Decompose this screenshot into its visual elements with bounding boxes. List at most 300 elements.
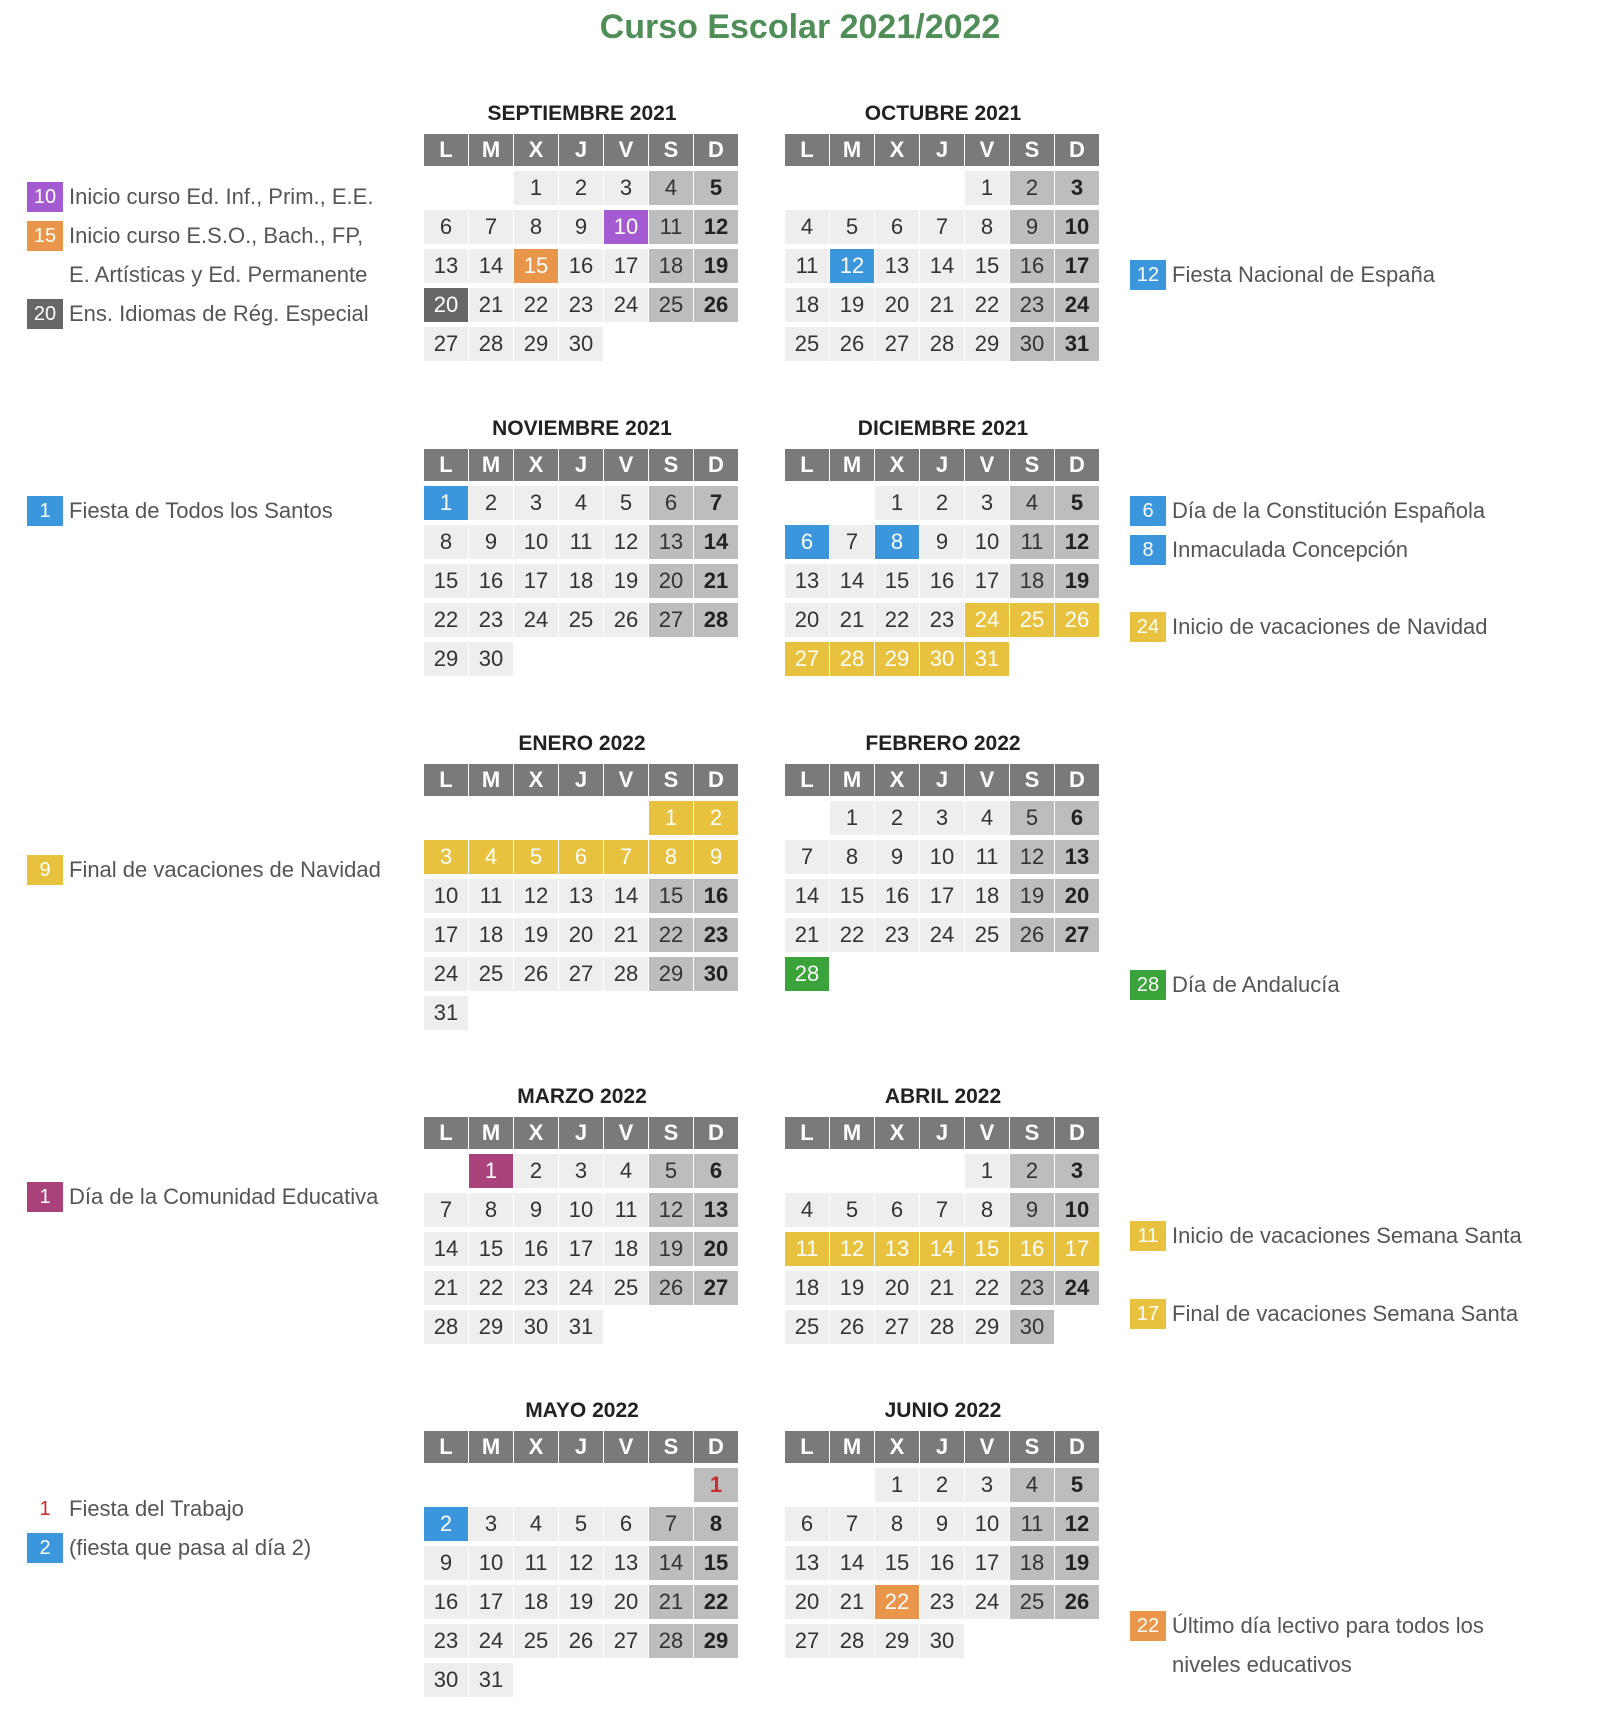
day-cell: 4	[1010, 486, 1054, 520]
legend-swatch: 17	[1130, 1299, 1166, 1329]
day-cell: 15	[649, 879, 693, 913]
month-calendar	[424, 100, 740, 361]
day-cell: 16	[875, 879, 919, 913]
day-cell: 25	[514, 1624, 558, 1658]
day-cell: 23	[1010, 288, 1054, 322]
day-cell: 14	[785, 879, 829, 913]
day-cell: 19	[1055, 1546, 1099, 1580]
day-cell: 23	[920, 1585, 964, 1619]
day-cell: 23	[875, 918, 919, 952]
day-cell: 15	[875, 564, 919, 598]
legend-item	[1130, 1611, 1484, 1641]
empty-cell	[830, 1468, 874, 1502]
weekday-header: X	[514, 1117, 558, 1149]
day-cell: 30	[514, 1310, 558, 1344]
weekday-header: X	[875, 764, 919, 796]
day-cell: 10	[559, 1193, 603, 1227]
day-cell: 28	[920, 327, 964, 361]
day-cell: 15	[469, 1232, 513, 1266]
weekday-header: M	[469, 1431, 513, 1463]
weekday-header: S	[1010, 764, 1054, 796]
day-cell: 8	[875, 1507, 919, 1541]
day-cell: 17	[965, 564, 1009, 598]
day-cell: 1	[965, 171, 1009, 205]
day-cell: 13	[785, 1546, 829, 1580]
day-cell: 28	[424, 1310, 468, 1344]
empty-cell	[604, 801, 648, 835]
day-cell: 19	[559, 1585, 603, 1619]
day-cell: 27	[424, 327, 468, 361]
page-title: Curso Escolar 2021/2022	[599, 8, 1001, 46]
day-cell: 17	[424, 918, 468, 952]
day-cell: 19	[514, 918, 558, 952]
day-cell: 6	[785, 1507, 829, 1541]
legend-item	[1130, 1299, 1518, 1329]
day-cell: 15	[694, 1546, 738, 1580]
legend-item	[1130, 612, 1488, 642]
day-cell: 24	[469, 1624, 513, 1658]
day-cell: 15	[830, 879, 874, 913]
month-calendar	[424, 1083, 740, 1344]
empty-cell	[875, 1154, 919, 1188]
legend-swatch: 2	[27, 1533, 63, 1563]
month-calendar	[424, 730, 740, 1030]
month-grid	[424, 758, 740, 1030]
day-cell: 22	[875, 1585, 919, 1619]
empty-cell	[785, 801, 829, 835]
day-cell: 1	[694, 1468, 738, 1502]
day-cell: 3	[920, 801, 964, 835]
day-cell: 10	[965, 1507, 1009, 1541]
day-cell: 12	[1055, 1507, 1099, 1541]
legend-text: Día de la Constitución Española	[1172, 498, 1486, 523]
day-cell: 25	[604, 1271, 648, 1305]
legend-swatch: 15	[27, 221, 63, 251]
weekday-header: D	[1055, 764, 1099, 796]
day-cell: 24	[965, 1585, 1009, 1619]
day-cell: 30	[424, 1663, 468, 1697]
day-cell: 24	[920, 918, 964, 952]
day-cell: 5	[1010, 801, 1054, 835]
day-cell: 31	[424, 996, 468, 1030]
day-cell: 10	[1055, 1193, 1099, 1227]
weekday-header: D	[694, 449, 738, 481]
weekday-header: M	[830, 449, 874, 481]
weekday-header: L	[785, 449, 829, 481]
legend-text: Final de vacaciones de Navidad	[69, 857, 381, 882]
legend-swatch: 6	[1130, 496, 1166, 526]
day-cell: 13	[875, 249, 919, 283]
day-cell: 17	[514, 564, 558, 598]
day-cell: 9	[1010, 1193, 1054, 1227]
empty-cell	[785, 171, 829, 205]
day-cell: 2	[469, 486, 513, 520]
day-cell: 18	[785, 288, 829, 322]
month-grid	[785, 1111, 1101, 1344]
day-cell: 29	[424, 642, 468, 676]
weekday-header: V	[965, 1117, 1009, 1149]
weekday-header: D	[1055, 449, 1099, 481]
empty-cell	[785, 486, 829, 520]
day-cell: 7	[830, 1507, 874, 1541]
weekday-header: J	[559, 134, 603, 166]
legend-swatch: 11	[1130, 1221, 1166, 1251]
day-cell: 18	[1010, 564, 1054, 598]
day-cell: 1	[830, 801, 874, 835]
day-cell: 25	[1010, 603, 1054, 637]
day-cell: 14	[920, 1232, 964, 1266]
weekday-header: V	[965, 764, 1009, 796]
weekday-header: M	[469, 764, 513, 796]
weekday-header: J	[920, 134, 964, 166]
day-cell: 1	[875, 1468, 919, 1502]
day-cell: 12	[559, 1546, 603, 1580]
day-cell: 12	[830, 249, 874, 283]
legend-item	[27, 855, 381, 885]
day-cell: 4	[965, 801, 1009, 835]
day-cell: 21	[604, 918, 648, 952]
day-cell: 26	[514, 957, 558, 991]
day-cell: 1	[965, 1154, 1009, 1188]
empty-cell	[785, 1154, 829, 1188]
day-cell: 4	[785, 210, 829, 244]
legend-text: Ens. Idiomas de Rég. Especial	[69, 301, 369, 326]
day-cell: 4	[469, 840, 513, 874]
day-cell: 20	[649, 564, 693, 598]
weekday-header: M	[830, 764, 874, 796]
weekday-header: J	[920, 1431, 964, 1463]
day-cell: 9	[875, 840, 919, 874]
day-cell: 3	[965, 486, 1009, 520]
day-cell: 29	[875, 1624, 919, 1658]
day-cell: 23	[469, 603, 513, 637]
month-grid	[785, 443, 1101, 676]
day-cell: 4	[1010, 1468, 1054, 1502]
legend-text: Inicio curso Ed. Inf., Prim., E.E.	[69, 184, 374, 209]
weekday-header: D	[694, 764, 738, 796]
weekday-header: X	[875, 449, 919, 481]
legend-swatch: 1	[27, 1182, 63, 1212]
day-cell: 16	[1010, 1232, 1054, 1266]
day-cell: 27	[785, 1624, 829, 1658]
weekday-header: L	[785, 1117, 829, 1149]
day-cell: 26	[604, 603, 648, 637]
legend-swatch: 10	[27, 182, 63, 212]
day-cell: 28	[604, 957, 648, 991]
day-cell: 4	[785, 1193, 829, 1227]
weekday-header: J	[920, 1117, 964, 1149]
day-cell: 19	[1055, 564, 1099, 598]
weekday-header: X	[875, 134, 919, 166]
day-cell: 21	[649, 1585, 693, 1619]
weekday-header: V	[965, 1431, 1009, 1463]
legend-text: E. Artísticas y Ed. Permanente	[69, 262, 368, 287]
legend-item	[27, 1494, 244, 1524]
legend-item	[1130, 970, 1340, 1000]
legend-item	[69, 260, 367, 290]
day-cell: 8	[469, 1193, 513, 1227]
weekday-header: M	[469, 134, 513, 166]
day-cell: 13	[694, 1193, 738, 1227]
legend-swatch: 12	[1130, 260, 1166, 290]
weekday-header: J	[559, 1431, 603, 1463]
day-cell: 24	[424, 957, 468, 991]
day-cell: 14	[830, 1546, 874, 1580]
day-cell: 22	[424, 603, 468, 637]
day-cell: 21	[469, 288, 513, 322]
day-cell: 24	[1055, 1271, 1099, 1305]
month-name: NOVIEMBRE 2021	[492, 417, 672, 440]
weekday-header: X	[875, 1431, 919, 1463]
day-cell: 5	[830, 210, 874, 244]
day-cell: 29	[649, 957, 693, 991]
day-cell: 5	[830, 1193, 874, 1227]
day-cell: 5	[649, 1154, 693, 1188]
day-cell: 30	[694, 957, 738, 991]
weekday-header: X	[514, 134, 558, 166]
day-cell: 25	[785, 327, 829, 361]
empty-cell	[830, 1154, 874, 1188]
day-cell: 15	[965, 1232, 1009, 1266]
day-cell: 10	[604, 210, 648, 244]
day-cell: 13	[604, 1546, 648, 1580]
day-cell: 22	[830, 918, 874, 952]
weekday-header: S	[1010, 134, 1054, 166]
day-cell: 10	[514, 525, 558, 559]
day-cell: 14	[694, 525, 738, 559]
day-cell: 7	[469, 210, 513, 244]
day-cell: 29	[694, 1624, 738, 1658]
weekday-header: J	[559, 764, 603, 796]
month-name: OCTUBRE 2021	[864, 102, 1022, 125]
weekday-header: S	[649, 134, 693, 166]
day-cell: 2	[875, 801, 919, 835]
legend-swatch: 9	[27, 855, 63, 885]
empty-cell	[469, 801, 513, 835]
day-cell: 18	[649, 249, 693, 283]
day-cell: 16	[514, 1232, 558, 1266]
day-cell: 30	[559, 327, 603, 361]
month-calendar	[424, 415, 740, 676]
day-cell: 9	[469, 525, 513, 559]
day-cell: 29	[514, 327, 558, 361]
day-cell: 26	[830, 1310, 874, 1344]
day-cell: 11	[965, 840, 1009, 874]
day-cell: 17	[469, 1585, 513, 1619]
day-cell: 22	[649, 918, 693, 952]
weekday-header: S	[649, 1117, 693, 1149]
month-grid	[785, 128, 1101, 361]
legend-item	[27, 299, 369, 329]
month-grid	[785, 1425, 1101, 1658]
weekday-header: D	[694, 1117, 738, 1149]
day-cell: 12	[1055, 525, 1099, 559]
day-cell: 6	[1055, 801, 1099, 835]
weekday-header: V	[604, 1117, 648, 1149]
day-cell: 2	[424, 1507, 468, 1541]
weekday-header: X	[875, 1117, 919, 1149]
day-cell: 22	[469, 1271, 513, 1305]
day-cell: 3	[1055, 171, 1099, 205]
weekday-header: S	[1010, 1431, 1054, 1463]
day-cell: 31	[559, 1310, 603, 1344]
weekday-header: S	[649, 1431, 693, 1463]
day-cell: 12	[649, 1193, 693, 1227]
day-cell: 8	[875, 525, 919, 559]
day-cell: 1	[514, 171, 558, 205]
day-cell: 24	[604, 288, 648, 322]
month-name: SEPTIEMBRE 2021	[487, 102, 677, 125]
weekday-header: J	[920, 764, 964, 796]
weekday-header: X	[514, 449, 558, 481]
weekday-header: M	[469, 1117, 513, 1149]
day-cell: 4	[559, 486, 603, 520]
legend-item	[27, 1533, 311, 1563]
day-cell: 20	[559, 918, 603, 952]
empty-cell	[469, 171, 513, 205]
month-calendar	[785, 415, 1101, 676]
weekday-header: V	[604, 449, 648, 481]
day-cell: 13	[649, 525, 693, 559]
legend-text: Inmaculada Concepción	[1172, 537, 1409, 562]
day-cell: 26	[1055, 1585, 1099, 1619]
day-cell: 23	[1010, 1271, 1054, 1305]
day-cell: 21	[424, 1271, 468, 1305]
day-cell: 2	[559, 171, 603, 205]
day-cell: 23	[424, 1624, 468, 1658]
day-cell: 14	[424, 1232, 468, 1266]
weekday-header: J	[559, 449, 603, 481]
day-cell: 28	[920, 1310, 964, 1344]
day-cell: 17	[559, 1232, 603, 1266]
day-cell: 4	[649, 171, 693, 205]
legend-item	[1130, 260, 1435, 290]
empty-cell	[424, 171, 468, 205]
weekday-header: V	[604, 764, 648, 796]
month-grid	[424, 128, 740, 361]
day-cell: 4	[514, 1507, 558, 1541]
day-cell: 5	[1055, 486, 1099, 520]
weekday-header: V	[965, 449, 1009, 481]
day-cell: 16	[920, 1546, 964, 1580]
day-cell: 14	[830, 564, 874, 598]
empty-cell	[514, 1468, 558, 1502]
day-cell: 28	[830, 642, 874, 676]
day-cell: 31	[965, 642, 1009, 676]
empty-cell	[469, 1468, 513, 1502]
day-cell: 11	[514, 1546, 558, 1580]
day-cell: 14	[604, 879, 648, 913]
day-cell: 20	[875, 1271, 919, 1305]
day-cell: 1	[469, 1154, 513, 1188]
day-cell: 15	[514, 249, 558, 283]
day-cell: 2	[1010, 171, 1054, 205]
day-cell: 6	[604, 1507, 648, 1541]
day-cell: 7	[424, 1193, 468, 1227]
month-name: MARZO 2022	[517, 1085, 647, 1108]
day-cell: 5	[559, 1507, 603, 1541]
day-cell: 18	[1010, 1546, 1054, 1580]
weekday-header: L	[424, 1431, 468, 1463]
day-cell: 2	[514, 1154, 558, 1188]
day-cell: 18	[469, 918, 513, 952]
weekday-header: J	[559, 1117, 603, 1149]
day-cell: 30	[920, 1624, 964, 1658]
weekday-header: V	[965, 134, 1009, 166]
day-cell: 26	[1055, 603, 1099, 637]
day-cell: 5	[694, 171, 738, 205]
month-calendar	[785, 100, 1101, 361]
day-cell: 11	[1010, 1507, 1054, 1541]
day-cell: 27	[559, 957, 603, 991]
empty-cell	[559, 1468, 603, 1502]
day-cell: 20	[1055, 879, 1099, 913]
day-cell: 2	[920, 486, 964, 520]
day-cell: 29	[469, 1310, 513, 1344]
legend-text: (fiesta que pasa al día 2)	[69, 1535, 312, 1560]
day-cell: 8	[830, 840, 874, 874]
month-calendar	[785, 730, 1101, 991]
day-cell: 26	[649, 1271, 693, 1305]
month-calendar	[785, 1083, 1101, 1344]
weekday-header: D	[1055, 134, 1099, 166]
empty-cell	[424, 1468, 468, 1502]
day-cell: 31	[1055, 327, 1099, 361]
day-cell: 4	[604, 1154, 648, 1188]
day-cell: 20	[424, 288, 468, 322]
weekday-header: D	[1055, 1431, 1099, 1463]
day-cell: 8	[514, 210, 558, 244]
day-cell: 1	[875, 486, 919, 520]
day-cell: 21	[920, 1271, 964, 1305]
weekday-header: M	[469, 449, 513, 481]
day-cell: 24	[559, 1271, 603, 1305]
legend-item	[27, 221, 363, 251]
day-cell: 11	[1010, 525, 1054, 559]
legend-text: Final de vacaciones Semana Santa	[1172, 1301, 1519, 1326]
day-cell: 20	[785, 603, 829, 637]
day-cell: 11	[559, 525, 603, 559]
empty-cell	[604, 1468, 648, 1502]
day-cell: 16	[694, 879, 738, 913]
weekday-header: D	[694, 134, 738, 166]
day-cell: 20	[875, 288, 919, 322]
day-cell: 8	[649, 840, 693, 874]
day-cell: 26	[694, 288, 738, 322]
day-cell: 19	[830, 288, 874, 322]
empty-cell	[785, 1468, 829, 1502]
day-cell: 27	[694, 1271, 738, 1305]
day-cell: 5	[514, 840, 558, 874]
month-grid	[785, 758, 1101, 991]
day-cell: 16	[920, 564, 964, 598]
day-cell: 10	[469, 1546, 513, 1580]
weekday-header: V	[604, 1431, 648, 1463]
legend-swatch: 24	[1130, 612, 1166, 642]
day-cell: 15	[424, 564, 468, 598]
day-cell: 8	[965, 1193, 1009, 1227]
day-cell: 2	[920, 1468, 964, 1502]
day-cell: 10	[424, 879, 468, 913]
month-name: DICIEMBRE 2021	[857, 417, 1029, 440]
day-cell: 24	[1055, 288, 1099, 322]
weekday-header: M	[830, 134, 874, 166]
day-cell: 2	[1010, 1154, 1054, 1188]
day-cell: 3	[514, 486, 558, 520]
weekday-header: L	[424, 449, 468, 481]
day-cell: 11	[785, 249, 829, 283]
day-cell: 25	[469, 957, 513, 991]
